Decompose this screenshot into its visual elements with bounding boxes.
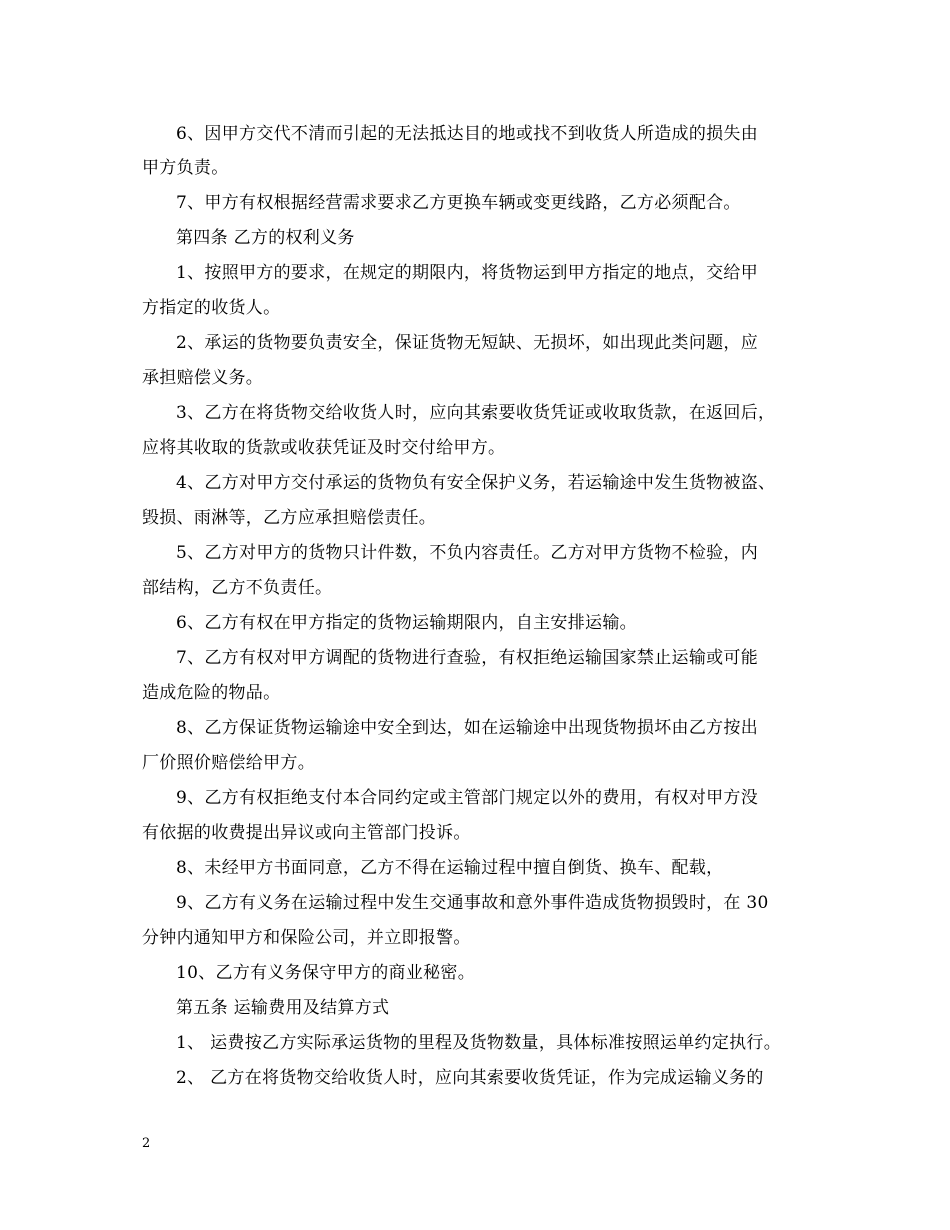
text-line: 3、乙方在将货物交给收货人时，应向其索要收货凭证或收取货款，在返回后， — [176, 403, 776, 423]
text-line: 10、乙方有义务保守甲方的商业秘密。 — [176, 963, 476, 983]
section-heading: 第五条 运输费用及结算方式 — [176, 998, 390, 1018]
text-line: 7、乙方有权对甲方调配的货物进行查验，有权拒绝运输国家禁止运输或可能 — [176, 648, 759, 668]
text-line: 分钟内通知甲方和保险公司，并立即报警。 — [142, 928, 471, 948]
text-line: 9、乙方有义务在运输过程中发生交通事故和意外事件造成货物损毁时，在 30 — [176, 893, 769, 913]
text-line: 6、因甲方交代不清而引起的无法抵达目的地或找不到收货人所造成的损失由 — [176, 124, 759, 144]
text-line: 方指定的收货人。 — [142, 298, 281, 318]
text-line: 1、 运费按乙方实际承运货物的里程及货物数量，具体标准按照运单约定执行。 — [176, 1033, 782, 1053]
text-line: 甲方负责。 — [142, 158, 229, 178]
text-line: 部结构，乙方不负责任。 — [142, 578, 333, 598]
text-line: 7、甲方有权根据经营需求要求乙方更换车辆或变更线路，乙方必须配合。 — [176, 193, 741, 213]
text-line: 9、乙方有权拒绝支付本合同约定或主管部门规定以外的费用，有权对甲方没 — [176, 788, 759, 808]
text-line: 2、承运的货物要负责安全，保证货物无短缺、无损坏，如出现此类问题，应 — [176, 333, 759, 353]
text-line: 毁损、雨淋等，乙方应承担赔偿责任。 — [142, 508, 437, 528]
text-line: 有依据的收费提出异议或向主管部门投诉。 — [142, 823, 471, 843]
text-line: 2、 乙方在将货物交给收货人时，应向其索要收货凭证，作为完成运输义务的 — [176, 1068, 764, 1088]
section-heading: 第四条 乙方的权利义务 — [176, 228, 355, 248]
text-line: 4、乙方对甲方交付承运的货物负有安全保护义务，若运输途中发生货物被盗、 — [176, 473, 776, 493]
text-line: 8、乙方保证货物运输途中安全到达，如在运输途中出现货物损坏由乙方按出 — [176, 718, 759, 738]
text-line: 1、按照甲方的要求，在规定的期限内，将货物运到甲方指定的地点，交给甲 — [176, 263, 759, 283]
text-line: 应将其收取的货款或收获凭证及时交付给甲方。 — [142, 438, 506, 458]
text-line: 厂价照价赔偿给甲方。 — [142, 753, 315, 773]
page-number: 2 — [142, 1136, 151, 1151]
text-line: 造成危险的物品。 — [142, 683, 281, 703]
text-line: 8、未经甲方书面同意，乙方不得在运输过程中擅自倒货、换车、配载， — [176, 858, 724, 878]
text-line: 5、乙方对甲方的货物只计件数，不负内容责任。乙方对甲方货物不检验，内 — [176, 543, 759, 563]
text-line: 承担赔偿义务。 — [142, 368, 264, 388]
text-line: 6、乙方有权在甲方指定的货物运输期限内，自主安排运输。 — [176, 613, 637, 633]
